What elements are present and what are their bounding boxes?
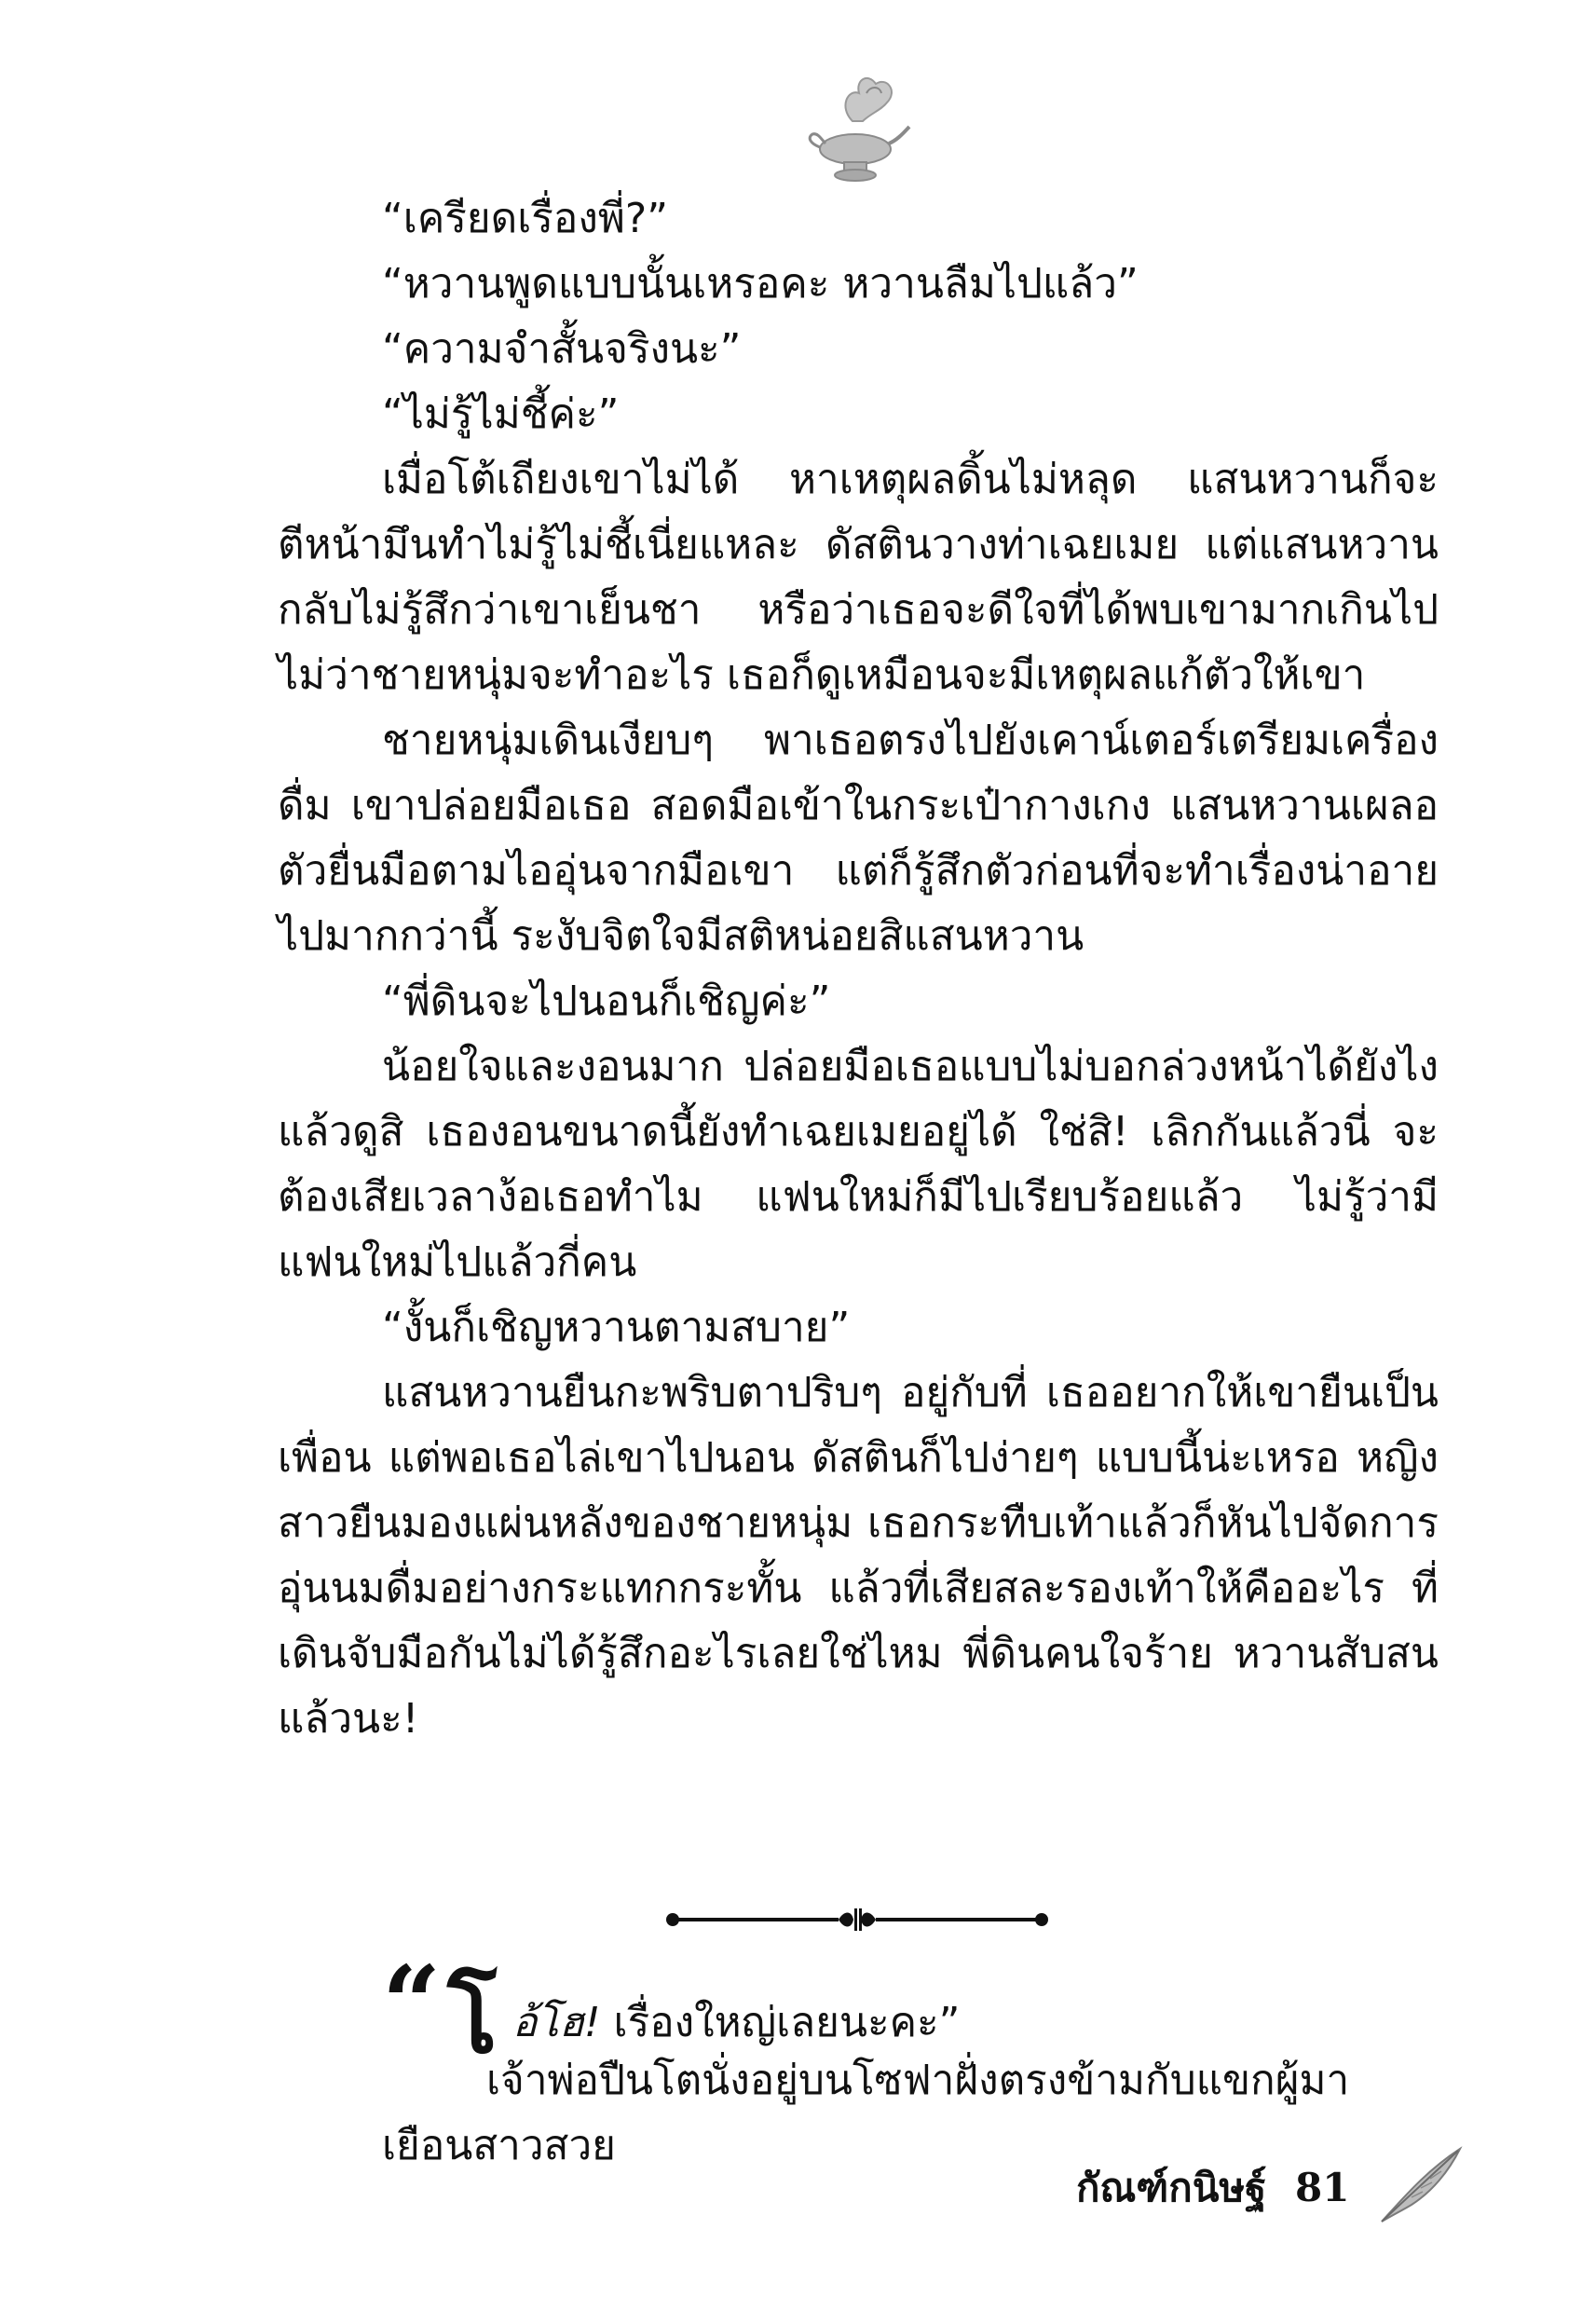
opening-sentence-rest: เรื่องใหญ่เลยนะคะ” — [600, 1999, 961, 2046]
paragraph: “เครียดเรื่องพี่?” — [382, 195, 668, 242]
paragraph: “พี่ดินจะไปนอนก็เชิญค่ะ” — [382, 978, 831, 1025]
body-text — [278, 186, 1439, 1752]
paragraph: “งั้นก็เชิญหวานตามสบาย” — [382, 1304, 851, 1351]
opening-sentence — [512, 1995, 960, 2051]
opening-interjection: อ้โฮ! — [512, 1999, 601, 2046]
drop-cap: โ — [447, 1964, 498, 2074]
paragraph: “หวานพูดแบบนั้นเหรอคะ หวานลืมไปแล้ว” — [382, 260, 1139, 308]
section-opening-line — [382, 1943, 1444, 2074]
paragraph: น้อยใจและงอนมาก ปล่อยมือเธอแบบไม่บอกล่วงหน้าได้ยังไง แล้วดูสิ เธองอนขนาดนี้ยังทำเฉยเมยอยู่ได้ ใช่สิ! เลิกกันแล้วนี่ จะต้องเสียเวลาง้อเธอทำไม แฟนใหม่ก็มีไปเรียบร้อยแล้ว ไม่รู้ว่ามีแฟนใหม่ไปแล้วกี่คน — [278, 1043, 1439, 1286]
feather-quill-icon — [1374, 2143, 1467, 2227]
paragraph: เมื่อโต้เถียงเขาไม่ได้ หาเหตุผลดิ้นไม่หลุด แสนหวานก็จะตีหน้ามึนทำไม่รู้ไม่ชี้เนี่ยแหละ ดัสตินวางท่าเฉยเมย แต่แสนหวานกลับไม่รู้สึกว่าเขาเย็นชา หรือว่าเธอจะดีใจที่ได้พบเขามากเกินไป ไม่ว่าชายหนุ่มจะทำอะไร เธอก็ดูเหมือนจะมีเหตุผลแก้ตัวให้เขา — [278, 456, 1439, 699]
section-divider-ornament — [662, 1901, 1053, 1938]
magic-lamp-icon — [801, 65, 913, 186]
paragraph: “ไม่รู้ไม่ชี้ค่ะ” — [382, 390, 620, 438]
opening-quote-mark: “ — [382, 1943, 442, 2063]
book-title: กัณฑ์กนิษฐ์ — [1076, 2165, 1267, 2210]
paragraph: ชายหนุ่มเดินเงียบๆ พาเธอตรงไปยังเคาน์เตอร์เตรียมเครื่องดื่ม เขาปล่อยมือเธอ สอดมือเข้าในกระเป๋ากางเกง แสนหวานเผลอตัวยื่นมือตามไออุ่นจากมือเขา แต่ก็รู้สึกตัวก่อนที่จะทำเรื่องน่าอายไปมากกว่านี้ ระงับจิตใจมีสติหน่อยสิแสนหวาน — [278, 717, 1439, 960]
paragraph: เจ้าพ่อปืนโตนั่งอยู่บนโซฟาฝั่งตรงข้ามกับแขกผู้มาเยือนสาวสวย — [382, 2057, 1350, 2169]
paragraph: “ความจำสั้นจริงนะ” — [382, 325, 742, 373]
page-number: 81 — [1295, 2165, 1350, 2210]
page-footer — [1076, 2143, 1477, 2227]
paragraph: แสนหวานยืนกะพริบตาปริบๆ อยู่กับที่ เธออยากให้เขายืนเป็นเพื่อน แต่พอเธอไล่เขาไปนอน ดัสตินก็ไปง่ายๆ แบบนี้น่ะเหรอ หญิงสาวยืนมองแผ่นหลังของชายหนุ่ม เธอกระทืบเท้าแล้วก็หันไปจัดการอุ่นนมดื่มอย่างกระแทกกระทั้น แล้วที่เสียสละรองเท้าให้คืออะไร ที่เดินจับมือกันไม่ได้รู้สึกอะไรเลยใช่ไหม พี่ดินคนใจร้าย หวานสับสนแล้วนะ! — [278, 1369, 1439, 1743]
